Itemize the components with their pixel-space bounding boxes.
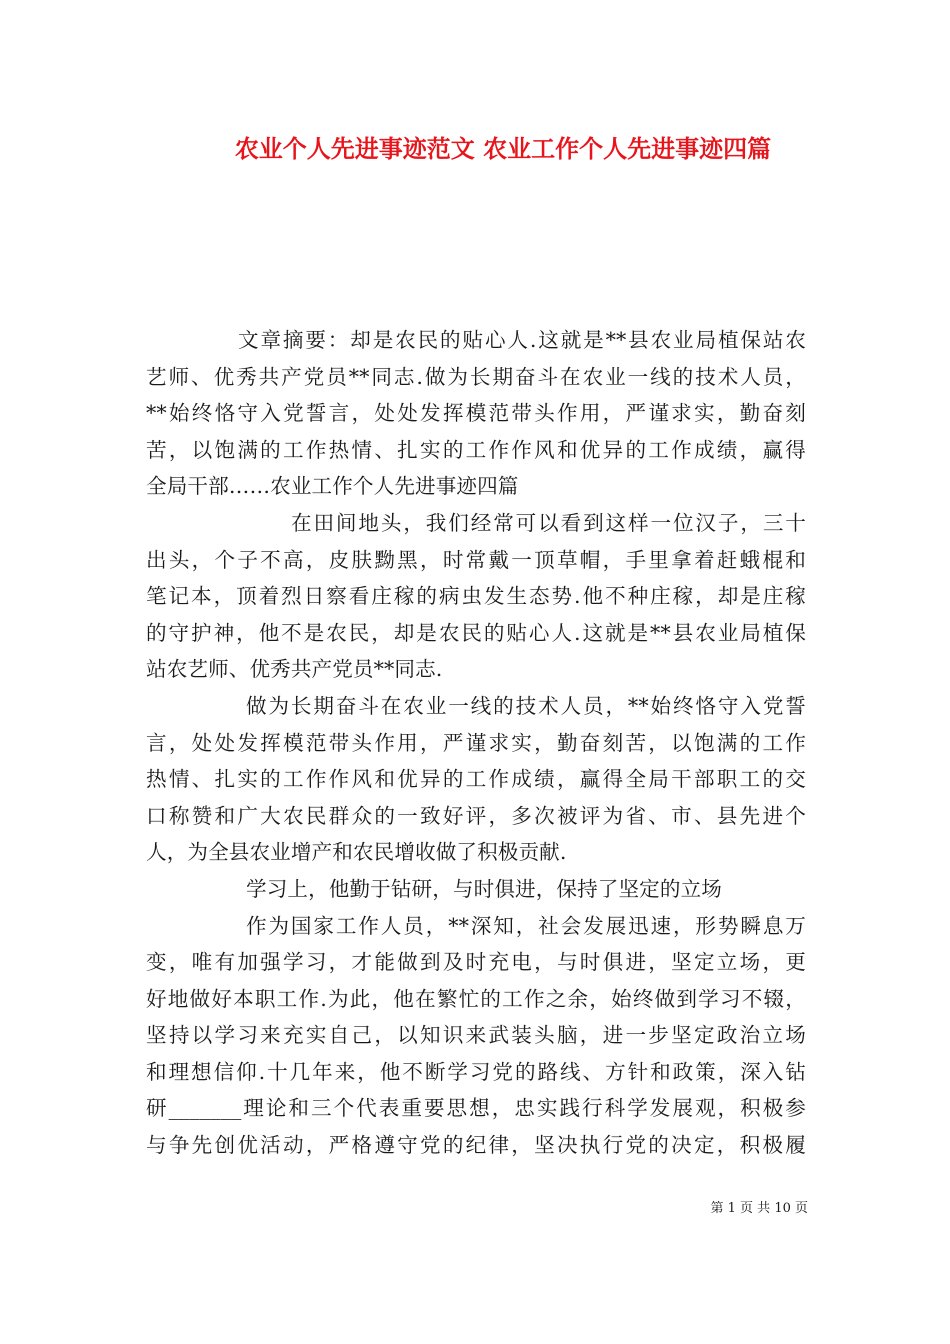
body-line: 和理想信仰.十几年来，他不断学习党的路线、方针和政策，深入钻 [146,1059,806,1084]
body-line: 做为长期奋斗在农业一线的技术人员，**始终恪守入党誓 [246,693,806,718]
page-number: 第 1 页 共 10 页 [710,1201,808,1216]
body-line: **始终恪守入党誓言，处处发挥模范带头作用，严谨求实，勤奋刻 [146,401,806,426]
body-line: 与争先创优活动，严格遵守党的纪律，坚决执行党的决定，积极履 [146,1133,806,1158]
body-line: 言，处处发挥模范带头作用，严谨求实，勤奋刻苦，以饱满的工作 [146,730,806,755]
body-line: 作为国家工作人员，**深知，社会发展迅速，形势瞬息万 [246,913,806,938]
document-body [146,322,806,1164]
body-line: 文章摘要：却是农民的贴心人.这就是**县农业局植保站农 [238,328,806,352]
body-line: 坚持以学习来充实自己，以知识来武装头脑，进一步坚定政治立场 [146,1023,806,1048]
body-line: 在田间地头，我们经常可以看到这样一位汉子，三十 [291,510,806,535]
body-line: 研_______理论和三个代表重要思想，忠实践行科学发展观，积极参 [146,1096,807,1121]
body-line: 艺师、优秀共产党员**同志.做为长期奋斗在农业一线的技术人员， [146,364,806,389]
document-title: 农业个人先进事迹范文 农业工作个人先进事迹四篇 [234,134,772,163]
body-line: 的守护神，他不是农民，却是农民的贴心人.这就是**县农业局植保 [146,620,806,645]
body-line: 口称赞和广大农民群众的一致好评，多次被评为省、市、县先进个 [146,803,806,828]
body-line: 出头，个子不高，皮肤黝黑，时常戴一顶草帽，手里拿着赶蛾棍和 [146,547,806,572]
body-line: 人，为全县农业增产和农民增收做了积极贡献. [146,840,567,865]
body-line: 热情、扎实的工作作风和优异的工作成绩，赢得全局干部职工的交 [146,767,806,792]
body-line: 苦，以饱满的工作热情、扎实的工作作风和优异的工作成绩，赢得 [146,437,806,462]
body-line: 笔记本，顶着烈日察看庄稼的病虫发生态势.他不种庄稼，却是庄稼 [146,584,806,609]
body-line: 全局干部……农业工作个人先进事迹四篇 [146,474,519,499]
body-line: 变，唯有加强学习，才能做到及时充电，与时俱进，坚定立场，更 [146,950,806,975]
body-line: 站农艺师、优秀共产党员**同志. [146,657,443,682]
body-line: 好地做好本职工作.为此，他在繁忙的工作之余，始终做到学习不辍， [146,986,806,1011]
body-line: 学习上，他勤于钻研，与时俱进，保持了坚定的立场 [246,876,722,901]
